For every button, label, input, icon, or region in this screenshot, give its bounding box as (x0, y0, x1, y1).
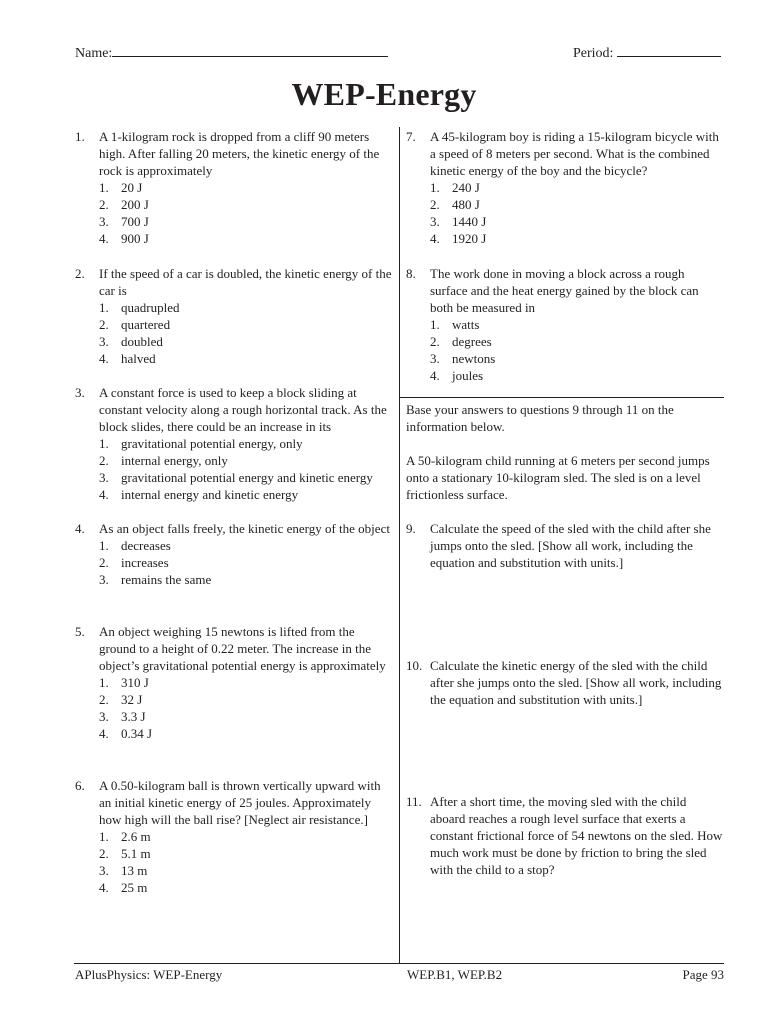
option-text: quadrupled (121, 300, 180, 315)
answer-option (99, 537, 393, 554)
option-number: 2. (99, 453, 109, 468)
question-1 (75, 128, 393, 247)
period-label: Period: (573, 46, 614, 61)
question-number: 4. (75, 521, 85, 536)
question-number: 7. (406, 129, 416, 144)
question-text: After a short time, the moving sled with the child aboard reaches a rough level surface that exerts a constant frictional force of 54 newtons on the sled. How much work must be done by friction to bring the sled with the child to a stop? (430, 794, 723, 877)
question-number: 2. (75, 266, 85, 281)
option-number: 4. (430, 231, 440, 246)
name-field-row (75, 44, 388, 62)
question-text: If the speed of a car is doubled, the kinetic energy of the car is (99, 266, 392, 298)
page-title: WEP-Energy (291, 76, 477, 112)
answer-options (99, 179, 393, 247)
answer-option (430, 316, 724, 333)
answer-options (99, 299, 393, 367)
option-number: 3. (99, 470, 109, 485)
footer-divider (74, 963, 724, 964)
name-blank-line (112, 44, 388, 57)
question-text: A 1-kilogram rock is dropped from a cliff 90 meters high. After falling 20 meters, the kinetic energy of the rock is approximately (99, 129, 380, 178)
question-4 (75, 520, 393, 588)
option-number: 3. (99, 709, 109, 724)
option-number: 1. (99, 300, 109, 315)
question-number: 1. (75, 129, 85, 144)
option-text: 200 J (121, 197, 149, 212)
footer-page-number: Page 93 (682, 967, 724, 982)
answer-option (430, 230, 724, 247)
option-text: internal energy and kinetic energy (121, 487, 299, 502)
question-2 (75, 265, 393, 367)
answer-option (99, 452, 393, 469)
question-11 (406, 793, 724, 878)
question-10 (406, 657, 724, 708)
option-text: joules (452, 368, 484, 383)
period-blank-line (617, 44, 721, 57)
option-number: 1. (430, 180, 440, 195)
answer-options (430, 316, 724, 384)
answer-option (99, 435, 393, 452)
option-text: 0.34 J (121, 726, 153, 741)
answer-option (99, 862, 393, 879)
option-number: 2. (430, 334, 440, 349)
option-number: 4. (99, 351, 109, 366)
answer-option (99, 691, 393, 708)
column-divider (399, 127, 400, 963)
option-number: 4. (99, 487, 109, 502)
option-number: 4. (99, 880, 109, 895)
option-text: 2.6 m (121, 829, 151, 844)
question-text: Calculate the speed of the sled with the child after she jumps onto the sled. [Show all work, including the equation and substitution with units.] (430, 521, 711, 570)
answer-options (99, 435, 393, 503)
answer-option (430, 179, 724, 196)
question-7 (406, 128, 724, 247)
option-text: increases (121, 555, 169, 570)
answer-options (99, 537, 393, 588)
answer-option (99, 554, 393, 571)
answer-option (99, 828, 393, 845)
answer-option (430, 333, 724, 350)
option-text: 25 m (121, 880, 148, 895)
question-3 (75, 384, 393, 503)
option-number: 2. (99, 317, 109, 332)
question-number: 9. (406, 521, 416, 536)
answer-option (99, 708, 393, 725)
answer-option (430, 367, 724, 384)
option-number: 2. (99, 555, 109, 570)
question-number: 5. (75, 624, 85, 639)
question-text: As an object falls freely, the kinetic energy of the object (99, 521, 390, 536)
option-number: 3. (99, 572, 109, 587)
footer-standards: WEP.B1, WEP.B2 (407, 967, 503, 982)
answer-options (99, 674, 393, 742)
option-text: 20 J (121, 180, 143, 195)
option-text: watts (452, 317, 480, 332)
option-text: 5.1 m (121, 846, 151, 861)
answer-option (99, 725, 393, 742)
answer-option (99, 469, 393, 486)
answer-option (99, 674, 393, 691)
option-text: 700 J (121, 214, 149, 229)
section-divider (399, 397, 724, 398)
option-text: 1920 J (452, 231, 487, 246)
question-text: An object weighing 15 newtons is lifted from the ground to a height of 0.22 meter. The increase in the object’s gravitational potential energy is approximately (99, 624, 386, 673)
option-text: 240 J (452, 180, 480, 195)
answer-option (99, 316, 393, 333)
option-number: 3. (430, 214, 440, 229)
info-intro: Base your answers to questions 9 through 11 on the information below. (406, 402, 674, 434)
answer-option (99, 196, 393, 213)
answer-option (99, 179, 393, 196)
answer-option (99, 845, 393, 862)
option-text: 480 J (452, 197, 480, 212)
answer-option (99, 571, 393, 588)
question-text: The work done in moving a block across a rough surface and the heat energy gained by the block can both be measured in (430, 266, 699, 315)
option-number: 4. (99, 231, 109, 246)
answer-option (430, 213, 724, 230)
name-label: Name: (75, 46, 113, 61)
question-text: A constant force is used to keep a block sliding at constant velocity along a rough horizontal track. As the block slides, there could be an increase in its (99, 385, 387, 434)
option-text: 3.3 J (121, 709, 146, 724)
question-number: 6. (75, 778, 85, 793)
option-number: 1. (99, 180, 109, 195)
option-number: 1. (99, 829, 109, 844)
option-number: 2. (99, 692, 109, 707)
question-number: 3. (75, 385, 85, 400)
option-number: 3. (99, 863, 109, 878)
question-8 (406, 265, 724, 384)
option-text: gravitational potential energy, only (121, 436, 303, 451)
option-number: 4. (430, 368, 440, 383)
answer-option (99, 350, 393, 367)
question-number: 8. (406, 266, 416, 281)
answer-options (99, 828, 393, 896)
option-number: 1. (99, 436, 109, 451)
option-text: quartered (121, 317, 171, 332)
answer-option (99, 299, 393, 316)
question-text: A 45-kilogram boy is riding a 15-kilogram bicycle with a speed of 8 meters per second. What is the combined kinetic energy of the boy and the bicycle? (430, 129, 719, 178)
question-text: A 0.50-kilogram ball is thrown vertically upward with an initial kinetic energy of 25 joules. Approximately how high will the ball rise? [Neglect air resistance.] (99, 778, 381, 827)
footer-source: APlusPhysics: WEP-Energy (75, 967, 223, 982)
option-text: degrees (452, 334, 492, 349)
info-passage: A 50-kilogram child running at 6 meters per second jumps onto a stationary 10-kilogram sled. The sled is on a level frictionless surface. (406, 453, 710, 502)
option-number: 2. (99, 197, 109, 212)
option-number: 2. (430, 197, 440, 212)
option-text: internal energy, only (121, 453, 228, 468)
option-number: 3. (99, 334, 109, 349)
question-6 (75, 777, 393, 896)
option-text: 900 J (121, 231, 149, 246)
option-number: 1. (99, 538, 109, 553)
period-field-row (573, 44, 721, 62)
option-text: decreases (121, 538, 171, 553)
option-text: 13 m (121, 863, 148, 878)
answer-option (99, 333, 393, 350)
question-text: Calculate the kinetic energy of the sled with the child after she jumps onto the sled. [Show all work, including the equation and substitution with units.] (430, 658, 722, 707)
answer-option (430, 196, 724, 213)
question-5 (75, 623, 393, 742)
option-text: remains the same (121, 572, 212, 587)
answer-option (430, 350, 724, 367)
option-number: 3. (430, 351, 440, 366)
option-number: 3. (99, 214, 109, 229)
option-text: newtons (452, 351, 496, 366)
question-9 (406, 520, 724, 571)
option-text: gravitational potential energy and kinetic energy (121, 470, 373, 485)
option-number: 2. (99, 846, 109, 861)
answer-options (430, 179, 724, 247)
answer-option (99, 486, 393, 503)
option-text: halved (121, 351, 156, 366)
answer-option (99, 230, 393, 247)
answer-option (99, 213, 393, 230)
option-text: 32 J (121, 692, 143, 707)
option-text: doubled (121, 334, 163, 349)
option-number: 1. (99, 675, 109, 690)
answer-option (99, 879, 393, 896)
option-text: 310 J (121, 675, 149, 690)
question-number: 10. (406, 658, 423, 673)
question-number: 11. (406, 794, 422, 809)
option-text: 1440 J (452, 214, 487, 229)
option-number: 1. (430, 317, 440, 332)
option-number: 4. (99, 726, 109, 741)
